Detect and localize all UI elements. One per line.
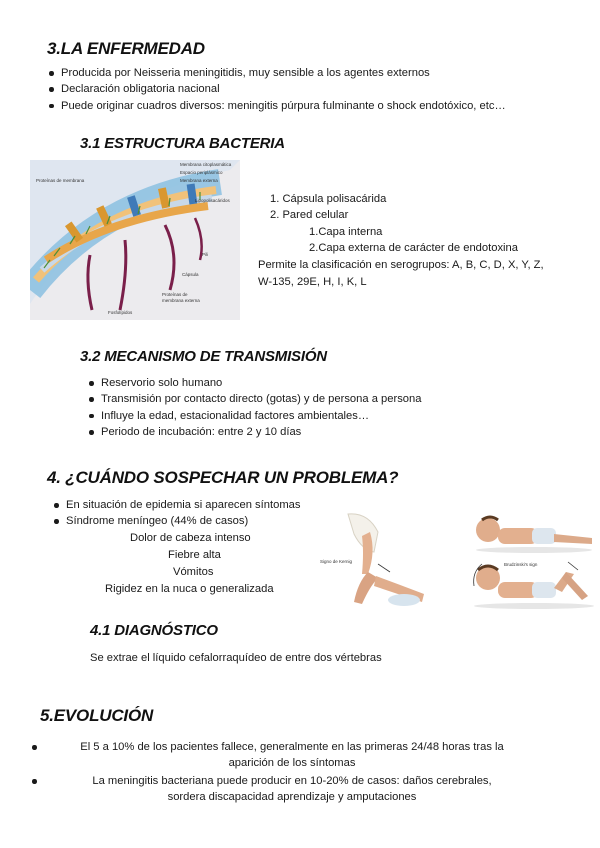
serogroups-text-cont: W-135, 29E, H, I, K, L: [258, 276, 367, 288]
symptom-headache: Dolor de cabeza intenso: [130, 532, 251, 544]
brudzinski-sign-figure: [468, 556, 598, 610]
outer-layer-item: 2.Capa externa de carácter de endotoxina: [309, 242, 518, 254]
bullet-dot: [32, 779, 37, 784]
list-item: Periodo de incubación: entre 2 y 10 días: [87, 424, 421, 440]
infant-lying-illustration: [470, 512, 598, 554]
evolution-text: El 5 a 10% de los pacientes fallece, generalmente en las primeras 24/48 horas tras la: [80, 741, 504, 753]
list-item: Puede originar cuadros diversos: meningitis púrpura fulminante o shock endotóxico, etc…: [47, 98, 506, 114]
section-4-title: 4. ¿CUÁNDO SOSPECHAR UN PROBLEMA?: [47, 468, 399, 487]
figure-label: Signo de Kernig: [320, 559, 353, 564]
figure-label: Pili: [202, 252, 209, 257]
symptom-vomiting: Vómitos: [173, 566, 214, 578]
list-item: Transmisión por contacto directo (gotas) y de persona a persona: [87, 391, 421, 407]
evolution-text: sordera discapacidad aprendizaje y amputaciones: [167, 791, 417, 804]
figure-label: Cápsula: [182, 272, 199, 277]
figure-label: Membrana externa: [180, 178, 218, 183]
list-item: Reservorio solo humano: [87, 375, 421, 391]
section-3-2-title: 3.2 MECANISMO DE TRANSMISIÓN: [80, 348, 327, 365]
figure-label: Membrana citoplasmática: [180, 162, 232, 167]
bacteria-structure-illustration: [30, 160, 240, 320]
section-3-1-title: 3.1 ESTRUCTURA BACTERIA: [80, 135, 285, 152]
inner-layer-item: 1.Capa interna: [309, 226, 383, 238]
evolution-text: La meningitis bacteriana puede producir en 10-20% de casos: daños cerebrales,: [92, 775, 492, 787]
evolution-item-mortality: [32, 739, 552, 772]
evolution-item-sequelae: [32, 773, 552, 806]
section-3-title: 3.LA ENFERMEDAD: [47, 39, 205, 58]
list-item: Producida por Neisseria meningitidis, muy sensible a los agentes externos: [47, 65, 506, 81]
figure-label: Proteínas de membrana externa: [162, 292, 200, 303]
list-item: En situación de epidemia si aparecen síntomas: [52, 497, 300, 513]
list-item: Influye la edad, estacionalidad factores ambientales…: [87, 408, 421, 424]
section-4-bullets: [52, 497, 300, 530]
list-item: Síndrome meníngeo (44% de casos): [52, 513, 300, 529]
list-item: Declaración obligatoria nacional: [47, 81, 506, 97]
figure-label: Proteínas de membrana: [36, 178, 85, 183]
section-5-title: 5.EVOLUCIÓN: [40, 706, 154, 725]
figure-label: Espacio periplásmico: [180, 170, 223, 175]
cell-wall-item: 2. Pared celular: [270, 209, 349, 221]
symptom-stiffness: Rigidez en la nuca o generalizada: [105, 583, 274, 595]
figure-label: Lipopolisacáridos: [195, 198, 230, 203]
infant-lying-figure: [470, 512, 598, 554]
symptom-fever: Fiebre alta: [168, 549, 221, 561]
diagnosis-text: Se extrae el líquido cefalorraquídeo de entre dos vértebras: [90, 652, 382, 664]
section-4-1-title: 4.1 DIAGNÓSTICO: [90, 622, 218, 639]
bacteria-structure-figure: [30, 160, 240, 320]
section-3-2-bullets: [87, 375, 421, 441]
section-3-bullets: [47, 65, 506, 114]
bullet-dot: [32, 745, 37, 750]
kernig-sign-figure: [318, 512, 430, 608]
figure-label: Fosfolípidos: [108, 310, 133, 315]
evolution-text: aparición de los síntomas: [228, 757, 356, 770]
figure-label: Brudzinski's sign: [504, 562, 538, 567]
serogroups-text: Permite la clasificación en serogrupos: A, B, C, D, X, Y, Z,: [258, 259, 544, 271]
capsule-item: 1. Cápsula polisacárida: [270, 193, 387, 205]
